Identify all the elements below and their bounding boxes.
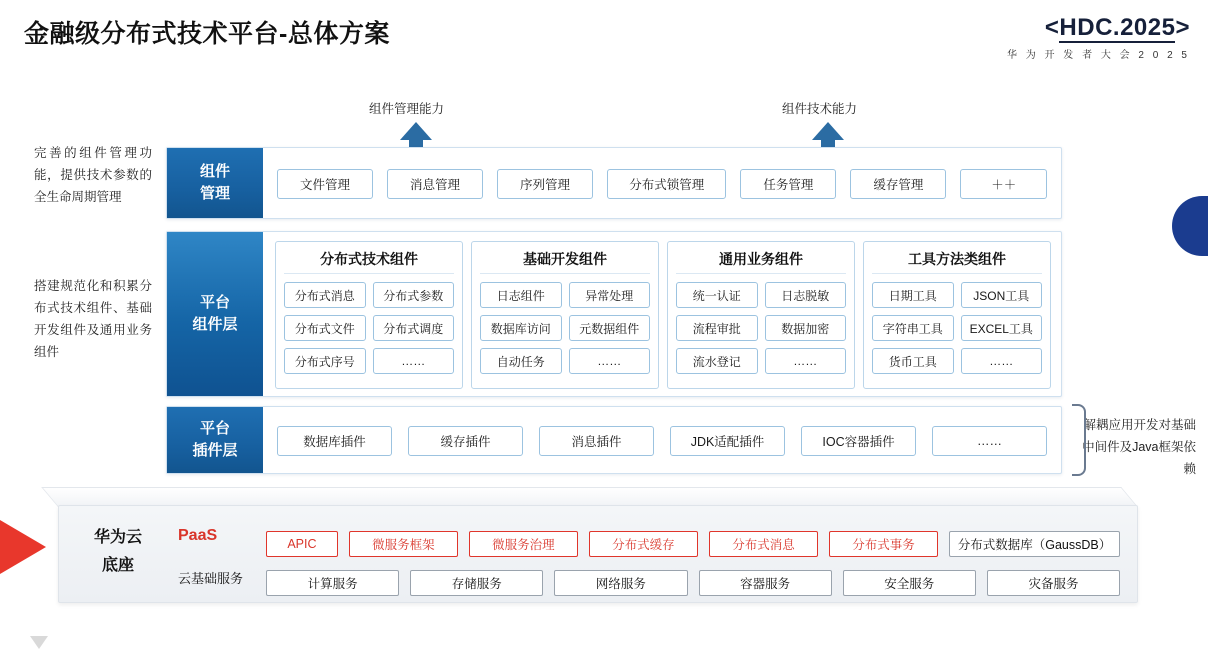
chip-distributed-param[interactable]: 分布式参数 [373,282,455,308]
chip-distributed-message[interactable]: 分布式消息 [284,282,366,308]
hdc-logo-text: HDC.2025 [1059,14,1176,41]
hdc-logo-bracket-right: > [1175,14,1190,41]
chip-more-3[interactable]: …… [765,348,847,374]
chip-dr-service[interactable]: 灾备服务 [987,570,1120,596]
chip-distributed-message-paas[interactable]: 分布式消息 [709,531,818,557]
top-label-component-management: 组件管理能力 [369,102,445,116]
base-title-line2: 底座 [101,557,134,574]
group-title: 基础开发组件 [480,242,650,274]
chip-cache-plugin[interactable]: 缓存插件 [408,426,523,456]
row-platform-component-layer [166,231,1062,397]
row-platform-plugin-layer [166,406,1062,474]
base-title-line1: 华为云 [93,529,142,546]
chip-jdk-adapter-plugin[interactable]: JDK适配插件 [670,426,785,456]
chip-distributed-lock-management[interactable]: 分布式锁管理 [607,169,726,199]
chip-process-approval[interactable]: 流程审批 [676,315,758,341]
base-top-bevel [41,487,1138,507]
row-label-line2: 组件层 [192,316,238,333]
chip-string-tool[interactable]: 字符串工具 [872,315,954,341]
cloud-service-label: 云基础服务 [178,571,244,586]
row-label-line2: 插件层 [192,442,238,459]
decorative-red-wedge [0,520,46,574]
right-note: 解耦应用开发对基础中间件及Java框架依赖 [1082,418,1196,476]
chip-metadata-component[interactable]: 元数据组件 [569,315,651,341]
chip-container-service[interactable]: 容器服务 [699,570,832,596]
chip-distributed-database[interactable]: 分布式数据库（GaussDB） [949,531,1120,557]
chip-sequence-management[interactable]: 序列管理 [497,169,593,199]
chip-log-component[interactable]: 日志组件 [480,282,562,308]
chip-network-service[interactable]: 网络服务 [554,570,687,596]
group-tool-method-components [863,241,1051,389]
chip-unified-auth[interactable]: 统一认证 [676,282,758,308]
row-component-management [166,147,1062,219]
chip-more-2[interactable]: …… [569,348,651,374]
top-label-component-technology: 组件技术能力 [782,102,858,116]
paas-label: PaaS [178,527,218,544]
row-label-line1: 平台 [199,294,230,311]
row-label-line2: 管理 [199,185,230,202]
chip-task-management[interactable]: 任务管理 [740,169,836,199]
chip-database-plugin[interactable]: 数据库插件 [277,426,392,456]
chip-distributed-file[interactable]: 分布式文件 [284,315,366,341]
right-brace [1072,404,1086,476]
plugin-chip-list [277,426,1047,456]
group-distributed-tech-components [275,241,463,389]
chip-more-management[interactable]: ＋＋ [960,169,1047,199]
chip-compute-service[interactable]: 计算服务 [266,570,399,596]
cloud-service-chip-list [266,570,1120,596]
left-note-2: 搭建规范化和积累分布式技术组件、基础开发组件及通用业务组件 [34,279,152,359]
row-label-platform-component-layer [167,232,263,396]
hdc-logo-subtitle: 华 为 开 发 者 大 会 2 0 2 5 [1006,50,1190,61]
group-items [276,274,462,382]
base-title [78,524,158,580]
left-note-1: 完善的组件管理功能，提供技术参数的全生命周期管理 [34,146,152,204]
paas-chip-list [266,531,1120,557]
chip-distributed-serial[interactable]: 分布式序号 [284,348,366,374]
chip-microservice-governance[interactable]: 微服务治理 [469,531,578,557]
chip-distributed-transaction[interactable]: 分布式事务 [829,531,938,557]
chip-excel-tool[interactable]: EXCEL工具 [961,315,1043,341]
chip-auto-task[interactable]: 自动任务 [480,348,562,374]
component-management-chip-list [277,169,1047,199]
chip-distributed-cache[interactable]: 分布式缓存 [589,531,698,557]
row-label-component-management [167,148,263,218]
chip-json-tool[interactable]: JSON工具 [961,282,1043,308]
hdc-logo [1007,14,1190,61]
chip-ioc-container-plugin[interactable]: IOC容器插件 [801,426,916,456]
chip-date-tool[interactable]: 日期工具 [872,282,954,308]
group-title: 通用业务组件 [676,242,846,274]
group-items [472,274,658,382]
group-items [668,274,854,382]
chip-transaction-record[interactable]: 流水登记 [676,348,758,374]
bottom-caret-icon [30,636,48,649]
chip-exception-handling[interactable]: 异常处理 [569,282,651,308]
group-title: 分布式技术组件 [284,242,454,274]
group-title: 工具方法类组件 [872,242,1042,274]
chip-more-4[interactable]: …… [961,348,1043,374]
chip-message-management[interactable]: 消息管理 [387,169,483,199]
group-items [864,274,1050,382]
group-common-business-components [667,241,855,389]
hdc-logo-bracket-left: < [1044,14,1060,41]
chip-microservice-framework[interactable]: 微服务框架 [349,531,458,557]
row-label-line1: 组件 [199,163,230,180]
chip-data-encryption[interactable]: 数据加密 [765,315,847,341]
chip-distributed-schedule[interactable]: 分布式调度 [373,315,455,341]
row-label-line1: 平台 [199,420,230,437]
chip-apic[interactable]: APIC [266,531,338,557]
chip-more-plugin[interactable]: …… [932,426,1047,456]
chip-log-masking[interactable]: 日志脱敏 [765,282,847,308]
page-title: 金融级分布式技术平台-总体方案 [24,20,390,48]
row-label-platform-plugin-layer [167,407,263,473]
chip-security-service[interactable]: 安全服务 [843,570,976,596]
chip-storage-service[interactable]: 存储服务 [410,570,543,596]
decorative-blue-wedge [1172,196,1208,256]
hdc-logo-main [1007,14,1190,42]
chip-message-plugin[interactable]: 消息插件 [539,426,654,456]
chip-db-access[interactable]: 数据库访问 [480,315,562,341]
chip-cache-management[interactable]: 缓存管理 [850,169,946,199]
group-basic-dev-components [471,241,659,389]
chip-more-1[interactable]: …… [373,348,455,374]
chip-currency-tool[interactable]: 货币工具 [872,348,954,374]
chip-file-management[interactable]: 文件管理 [277,169,373,199]
